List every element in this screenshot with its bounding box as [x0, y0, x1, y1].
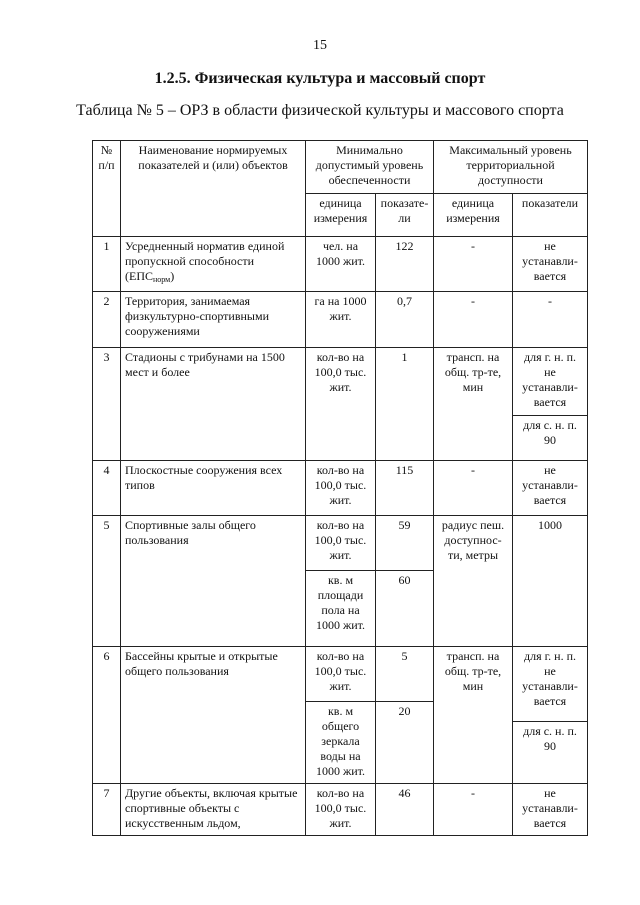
table-row	[93, 292, 588, 348]
row-value2: не устанавли-вается	[513, 461, 588, 516]
table-row	[93, 348, 588, 416]
row-num: 1	[93, 237, 121, 292]
row-unit2: трансп. на общ. тр-те, мин	[434, 348, 513, 416]
row-name-cont	[121, 571, 306, 647]
row-unit2: -	[434, 292, 513, 348]
row-num: 3	[93, 348, 121, 416]
row-name: Территория, занимаемая физкультурно-спортивными сооружениями	[121, 292, 306, 348]
standards-table	[92, 140, 588, 836]
subheader-row	[93, 194, 588, 237]
header-min-level: Минимально допустимый уровень обеспеченности	[306, 141, 434, 194]
header-num-cont	[93, 194, 121, 237]
row-num-cont	[93, 702, 121, 722]
row-name-cont	[121, 416, 306, 461]
table-caption: Таблица № 5 – ОРЗ в области физической культуры и массового спорта	[76, 102, 564, 119]
table-row	[93, 461, 588, 516]
row-value2-rural	[513, 416, 588, 461]
rural-label: для с. н. п.	[523, 418, 577, 432]
row-unit: га на 1000 жит.	[306, 292, 376, 348]
row-unit2: -	[434, 237, 513, 292]
row-num-cont	[93, 722, 121, 784]
row-unit2: радиус пеш. доступнос-ти, метры	[434, 516, 513, 571]
header-name: Наименование нормируемых показателей и (или) объектов	[121, 141, 306, 194]
row-unit2-cont	[434, 702, 513, 722]
rural-label: для с. н. п.	[523, 724, 577, 738]
row-name: Спортивные залы общего пользования	[121, 516, 306, 571]
header-unit: единица измерения	[306, 194, 376, 237]
row-num: 7	[93, 784, 121, 836]
row-value2: не устанавли-вается	[513, 784, 588, 836]
row-name-text: Усредненный норматив единой пропускной способности (ЕПС	[125, 239, 285, 283]
table-row	[93, 784, 588, 836]
row-num: 4	[93, 461, 121, 516]
row-unit2: -	[434, 461, 513, 516]
row-name: Плоскостные сооружения всех типов	[121, 461, 306, 516]
row-name: Другие объекты, включая крытые спортивные объекты с искусственным льдом,	[121, 784, 306, 836]
row-num: 2	[93, 292, 121, 348]
row-num-cont	[93, 416, 121, 461]
row-name-tail: )	[170, 269, 175, 283]
row-unit: кол-во на 100,0 тыс. жит.	[306, 784, 376, 836]
row-name-cont	[121, 722, 306, 784]
row-name-subscript: норм	[153, 275, 171, 284]
row-name: Бассейны крытые и открытые общего пользования	[121, 647, 306, 702]
rural-value: 90	[544, 433, 556, 447]
header-num: № п/п	[93, 141, 121, 194]
row-value2-city: для г. н. п. не устанавли-вается	[513, 348, 588, 416]
section-title: 1.2.5. Физическая культура и массовый спорт	[154, 70, 486, 87]
table-row	[93, 516, 588, 571]
row-unit-cont	[306, 416, 376, 461]
row-num: 6	[93, 647, 121, 702]
page-number: 15	[313, 38, 327, 53]
row-unit2-cont	[434, 722, 513, 784]
row-value2: не устанавли-вается	[513, 237, 588, 292]
row-unit-water: кв. м общего зеркала воды на 1000 жит.	[306, 702, 376, 784]
table-row	[93, 416, 588, 461]
row-value: 115	[376, 461, 434, 516]
row-value2-cont	[513, 571, 588, 647]
row-value-water: 20	[376, 702, 434, 784]
row-name	[121, 237, 306, 292]
row-unit: чел. на 1000 жит.	[306, 237, 376, 292]
header-value2: показатели	[513, 194, 588, 237]
row-value: 46	[376, 784, 434, 836]
row-value2-city: для г. н. п. не устанавли-вается	[513, 647, 588, 722]
row-num-cont	[93, 571, 121, 647]
row-value: 1	[376, 348, 434, 416]
row-value2-rural	[513, 722, 588, 784]
table-row	[93, 647, 588, 702]
row-value-count: 59	[376, 516, 434, 571]
row-name: Стадионы с трибунами на 1500 мест и более	[121, 348, 306, 416]
header-name-cont	[121, 194, 306, 237]
row-unit2-cont	[434, 571, 513, 647]
row-name-cont	[121, 702, 306, 722]
row-value-count: 5	[376, 647, 434, 702]
row-unit: кол-во на 100,0 тыс. жит.	[306, 348, 376, 416]
row-value2: 1000	[513, 516, 588, 571]
header-value: показате-ли	[376, 194, 434, 237]
row-unit2: трансп. на общ. тр-те, мин	[434, 647, 513, 702]
row-num: 5	[93, 516, 121, 571]
header-row	[93, 141, 588, 194]
row-value: 122	[376, 237, 434, 292]
header-unit2: единица измерения	[434, 194, 513, 237]
row-value: 0,7	[376, 292, 434, 348]
row-value2: -	[513, 292, 588, 348]
row-unit-count: кол-во на 100,0 тыс. жит.	[306, 647, 376, 702]
row-value-area: 60	[376, 571, 434, 647]
row-unit2: -	[434, 784, 513, 836]
table-row	[93, 237, 588, 292]
row-value-cont	[376, 416, 434, 461]
row-unit2-cont	[434, 416, 513, 461]
row-unit: кол-во на 100,0 тыс. жит.	[306, 461, 376, 516]
row-unit-count: кол-во на 100,0 тыс. жит.	[306, 516, 376, 571]
rural-value: 90	[544, 739, 556, 753]
header-max-level: Максимальный уровень территориальной доступности	[434, 141, 588, 194]
row-unit-area: кв. м площади пола на 1000 жит.	[306, 571, 376, 647]
table-row	[93, 571, 588, 647]
